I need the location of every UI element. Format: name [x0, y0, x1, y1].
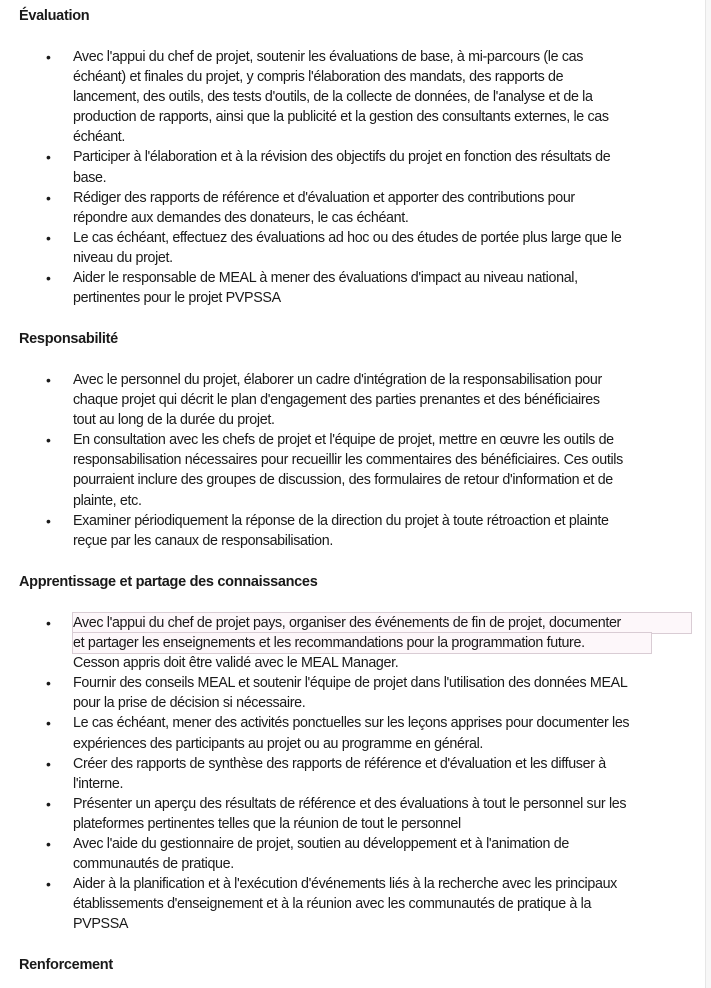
list-item-line: Le cas échéant, effectuez des évaluations ad hoc ou des études de portée plus large que le: [73, 229, 622, 246]
list-item-line: niveau du projet.: [73, 249, 173, 266]
list-item-line: pourraient inclure des groupes de discussion, des formulaires de retour d'information et de: [73, 472, 613, 489]
list-item: [0, 754, 700, 794]
list-item: [0, 794, 700, 834]
bullet-icon: •: [46, 615, 51, 631]
responsabilite-list: [0, 370, 700, 551]
bullet-icon: •: [46, 795, 51, 812]
list-item-line: Avec l'appui du chef de projet, soutenir les évaluations de base, à mi-parcours (le cas: [73, 49, 584, 65]
bullet-icon: •: [46, 432, 51, 449]
list-item: [0, 511, 700, 551]
list-item: [0, 713, 700, 753]
list-item-line: tout au long de la durée du projet.: [73, 412, 275, 429]
list-item: [0, 228, 700, 268]
section-heading-renforcement: Renforcement: [19, 957, 113, 973]
list-item-line: Présenter un aperçu des résultats de référence et des évaluations à tout le personnel sur les: [73, 795, 627, 812]
list-item-line: Cesson appris doit être validé avec le MEAL Manager.: [73, 655, 399, 672]
list-item: [0, 268, 700, 308]
list-item-line: Avec le personnel du projet, élaborer un cadre d'intégration de la responsabilisation pour: [73, 372, 602, 388]
bullet-icon: •: [46, 229, 51, 246]
list-item-line: l'interne.: [73, 775, 124, 792]
list-item-line: Examiner périodiquement la réponse de la direction du projet à toute rétroaction et plainte: [73, 512, 609, 529]
list-item-line: établissements d'enseignement et à la réunion avec les communautés de pratique à la: [73, 896, 592, 913]
comment-anchor-highlight[interactable]: et partager les enseignements et les recommandations pour la programmation future.: [73, 633, 651, 653]
bullet-icon: •: [46, 149, 51, 166]
list-item-line: expériences des participants au projet ou au programme en général.: [73, 735, 484, 752]
bullet-icon: •: [46, 189, 51, 206]
list-item-line: échéant) et finales du projet, y compris l'élaboration des mandats, des rapports de: [73, 69, 564, 86]
list-item-line: Rédiger des rapports de référence et d'évaluation et apporter des contributions pour: [73, 189, 575, 206]
bullet-icon: •: [46, 49, 51, 65]
list-item-line: base.: [73, 169, 107, 186]
list-item-line: Créer des rapports de synthèse des rapports de référence et d'évaluation et les diffuser à: [73, 755, 606, 772]
list-item-line: Fournir des conseils MEAL et soutenir l'équipe de projet dans l'utilisation des données MEAL: [73, 675, 628, 692]
list-item: [0, 188, 700, 228]
evaluation-list: [0, 47, 700, 308]
section-heading-responsabilite: Responsabilité: [19, 331, 118, 347]
bullet-icon: •: [46, 715, 51, 732]
apprentissage-list: [0, 613, 700, 935]
list-item: [0, 613, 700, 673]
list-item-line: plainte, etc.: [73, 492, 142, 509]
page-edge-gutter: [705, 0, 711, 988]
bullet-icon: •: [46, 512, 51, 529]
list-item-line: PVPSSA: [73, 916, 129, 933]
list-item-line: échéant.: [73, 129, 126, 146]
list-item-line: plateformes pertinentes telles que la réunion de tout le personnel: [73, 815, 461, 832]
list-item-line: lancement, des outils, des tests d'outils, de la collecte de données, de l'analyse et de la: [73, 89, 593, 106]
list-item-line: production de rapports, ainsi que la publicité et la gestion des consultants externes, le cas: [73, 109, 609, 126]
bullet-icon: •: [46, 270, 51, 287]
list-item-line: responsabilisation nécessaires pour recueillir les commentaires des bénéficiaires. Ces outils: [73, 452, 623, 469]
bullet-icon: •: [46, 675, 51, 692]
list-item-line: chaque projet qui décrit le plan d'engagement des parties prenantes et des bénéficiaires: [73, 392, 600, 409]
section-heading-evaluation: Évaluation: [19, 8, 90, 24]
bullet-icon: •: [46, 876, 51, 893]
section-heading-apprentissage: Apprentissage et partage des connaissances: [19, 574, 318, 590]
list-item: [0, 47, 700, 147]
list-item-line: En consultation avec les chefs de projet et l'équipe de projet, mettre en œuvre les outils de: [73, 432, 614, 449]
list-item: [0, 673, 700, 713]
list-item-line: communautés de pratique.: [73, 856, 234, 873]
bullet-icon: •: [46, 836, 51, 853]
list-item-line: reçue par les canaux de responsabilisation.: [73, 532, 333, 549]
list-item: [0, 147, 700, 187]
bullet-icon: •: [46, 372, 51, 388]
list-item-line: Participer à l'élaboration et à la révision des objectifs du projet en fonction des résultats de: [73, 149, 611, 166]
list-item: [0, 874, 700, 934]
bullet-icon: •: [46, 755, 51, 772]
list-item-line: pertinentes pour le projet PVPSSA: [73, 290, 281, 307]
list-item: [0, 370, 700, 430]
list-item-line: Avec l'aide du gestionnaire de projet, soutien au développement et à l'animation de: [73, 836, 569, 853]
comment-anchor-highlight[interactable]: Avec l'appui du chef de projet pays, organiser des événements de fin de projet, documenter: [73, 613, 691, 633]
list-item-line: pour la prise de décision si nécessaire.: [73, 695, 306, 712]
list-item: [0, 430, 700, 510]
list-item: [0, 834, 700, 874]
list-item-line: répondre aux demandes des donateurs, le cas échéant.: [73, 209, 409, 226]
list-item-line: Aider le responsable de MEAL à mener des évaluations d'impact au niveau national,: [73, 270, 578, 287]
list-item-line: Le cas échéant, mener des activités ponctuelles sur les leçons apprises pour documenter les: [73, 715, 630, 732]
list-item-line: Aider à la planification et à l'exécution d'événements liés à la recherche avec les principaux: [73, 876, 617, 893]
